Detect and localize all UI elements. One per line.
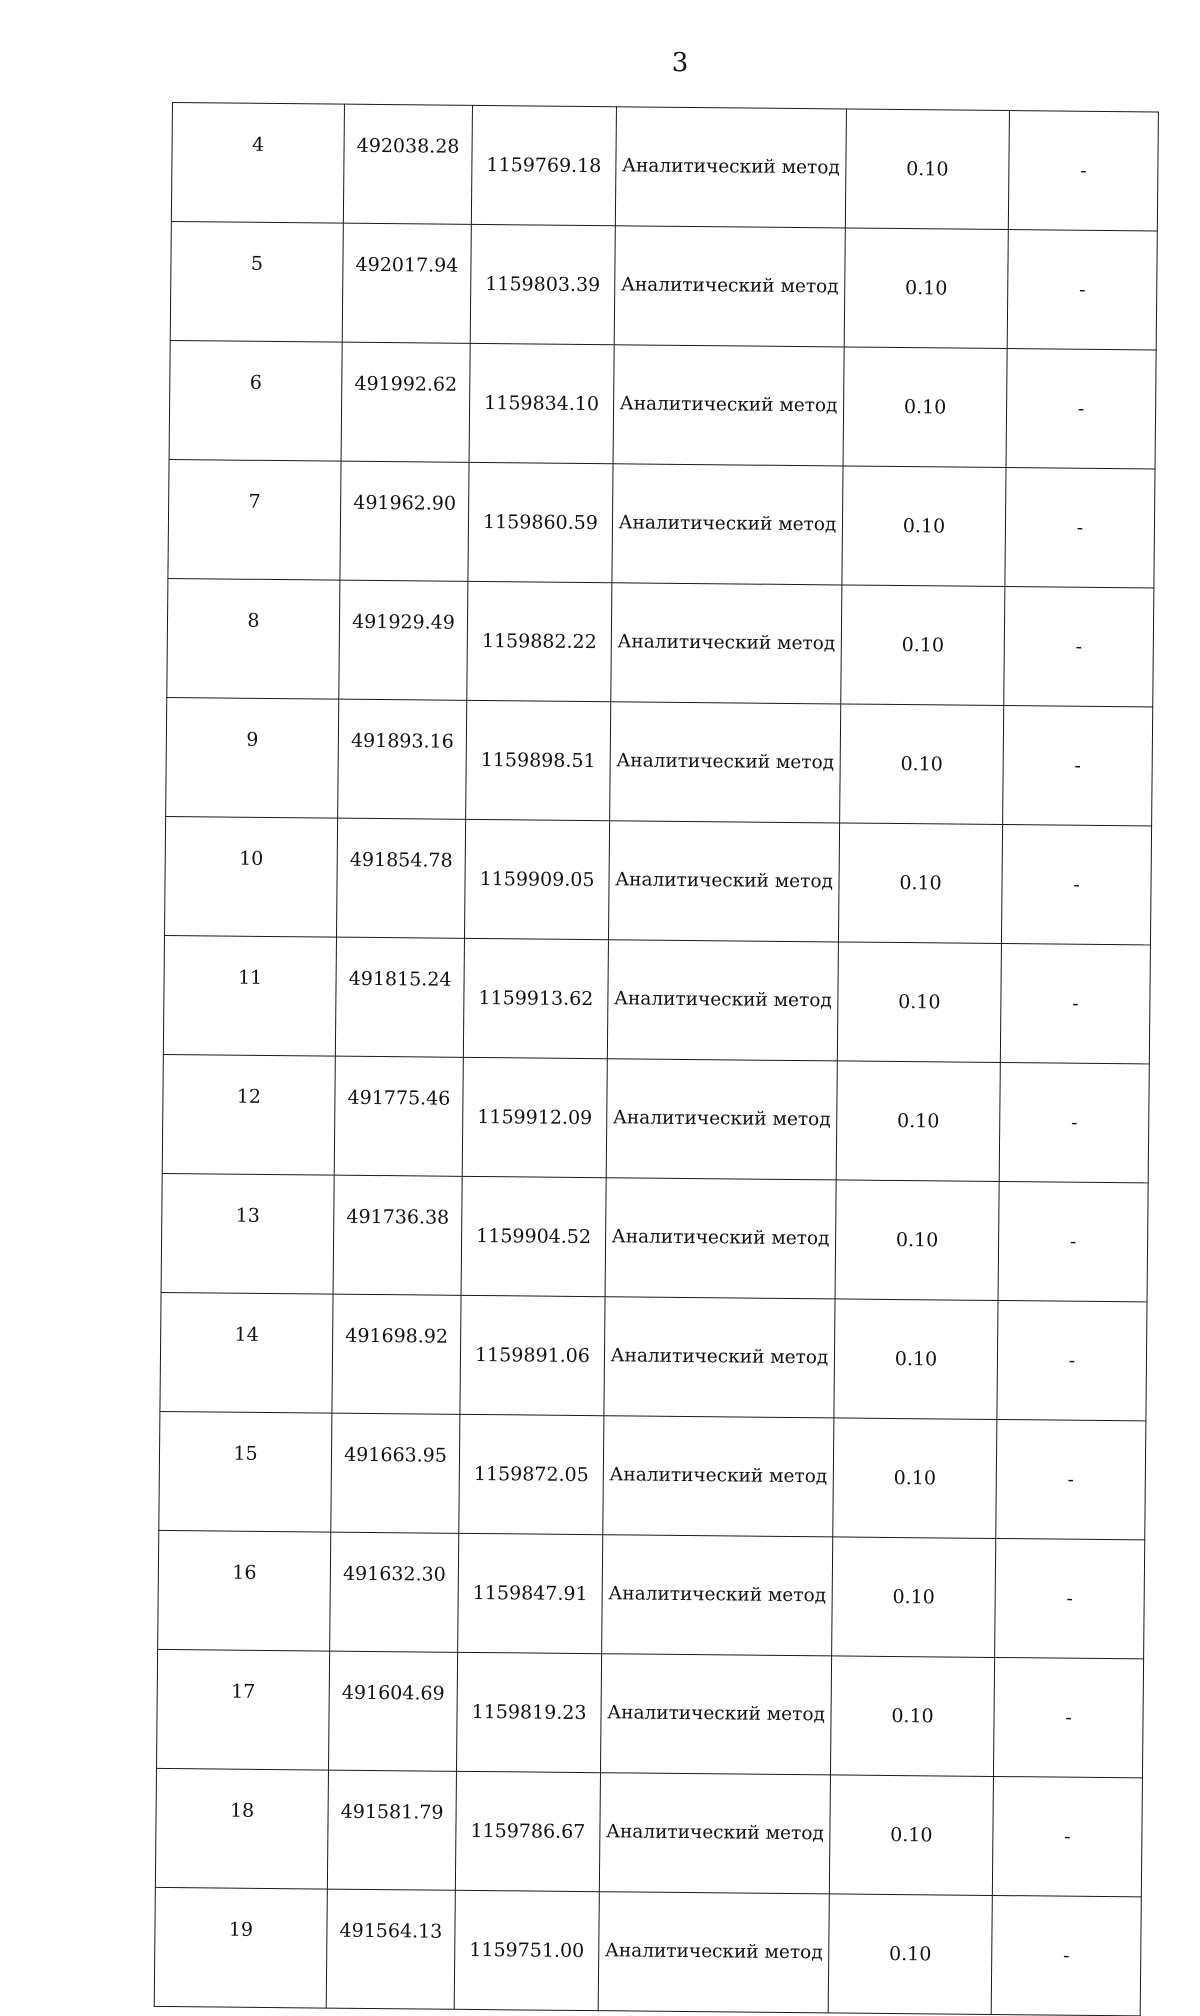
x-coordinate-cell: 491775.46 <box>334 1056 463 1176</box>
x-coordinate-cell: 492017.94 <box>342 223 471 343</box>
x-coordinate-cell: 491929.49 <box>339 580 468 700</box>
note-cell: - <box>992 1776 1142 1896</box>
accuracy-cell: 0.10 <box>830 1656 994 1777</box>
coordinates-table-wrapper <box>154 102 1158 2016</box>
accuracy-cell: 0.10 <box>833 1418 997 1539</box>
accuracy-cell: 0.10 <box>832 1537 996 1658</box>
note-cell: - <box>1008 111 1158 231</box>
method-cell: Аналитический метод <box>606 1059 837 1180</box>
table-row <box>154 1887 1141 2015</box>
y-coordinate-cell: 1159904.52 <box>461 1176 606 1296</box>
method-cell: Аналитический метод <box>613 345 844 466</box>
y-coordinate-cell: 1159898.51 <box>466 700 611 820</box>
note-cell: - <box>996 1419 1146 1539</box>
method-cell: Аналитический метод <box>603 1416 834 1537</box>
coordinates-table <box>154 102 1159 2016</box>
table-row <box>169 340 1156 468</box>
accuracy-cell: 0.10 <box>843 347 1007 468</box>
method-cell: Аналитический метод <box>614 226 845 347</box>
accuracy-cell: 0.10 <box>829 1775 993 1896</box>
note-cell: - <box>993 1657 1143 1777</box>
point-number-cell: 8 <box>167 578 340 699</box>
table-row <box>168 459 1155 587</box>
y-coordinate-cell: 1159891.06 <box>460 1295 605 1415</box>
y-coordinate-cell: 1159786.67 <box>455 1771 600 1891</box>
note-cell: - <box>999 1062 1149 1182</box>
y-coordinate-cell: 1159912.09 <box>462 1057 607 1177</box>
y-coordinate-cell: 1159751.00 <box>454 1890 599 2010</box>
note-cell: - <box>995 1538 1145 1658</box>
accuracy-cell: 0.10 <box>835 1180 999 1301</box>
accuracy-cell: 0.10 <box>841 585 1005 706</box>
point-number-cell: 15 <box>159 1411 332 1532</box>
table-row <box>164 816 1151 944</box>
x-coordinate-cell: 491581.79 <box>327 1770 456 1890</box>
y-coordinate-cell: 1159913.62 <box>463 938 608 1058</box>
y-coordinate-cell: 1159882.22 <box>467 581 612 701</box>
x-coordinate-cell: 491962.90 <box>340 461 469 581</box>
accuracy-cell: 0.10 <box>828 1894 992 2015</box>
method-cell: Аналитический метод <box>611 583 842 704</box>
table-row <box>161 1173 1148 1301</box>
table-row <box>166 697 1153 825</box>
note-cell: - <box>1001 825 1151 945</box>
y-coordinate-cell: 1159803.39 <box>470 224 615 344</box>
accuracy-cell: 0.10 <box>845 109 1009 230</box>
x-coordinate-cell: 491854.78 <box>336 818 465 938</box>
method-cell: Аналитический метод <box>605 1178 836 1299</box>
point-number-cell: 10 <box>164 816 337 937</box>
point-number-cell: 13 <box>161 1173 334 1294</box>
y-coordinate-cell: 1159834.10 <box>469 343 614 463</box>
method-cell: Аналитический метод <box>612 464 843 585</box>
y-coordinate-cell: 1159819.23 <box>456 1652 601 1772</box>
x-coordinate-cell: 491698.92 <box>332 1294 461 1414</box>
x-coordinate-cell: 491663.95 <box>331 1413 460 1533</box>
y-coordinate-cell: 1159847.91 <box>458 1533 603 1653</box>
y-coordinate-cell: 1159860.59 <box>468 462 613 582</box>
point-number-cell: 18 <box>155 1768 328 1889</box>
point-number-cell: 4 <box>171 103 344 224</box>
table-row <box>158 1530 1145 1658</box>
method-cell: Аналитический метод <box>608 821 839 942</box>
note-cell: - <box>1007 230 1157 350</box>
point-number-cell: 5 <box>170 221 343 342</box>
x-coordinate-cell: 491736.38 <box>333 1175 462 1295</box>
table-row <box>157 1649 1144 1777</box>
method-cell: Аналитический метод <box>604 1297 835 1418</box>
y-coordinate-cell: 1159872.05 <box>459 1414 604 1534</box>
note-cell: - <box>991 1895 1141 2015</box>
point-number-cell: 12 <box>162 1054 335 1175</box>
x-coordinate-cell: 491815.24 <box>335 937 464 1057</box>
point-number-cell: 19 <box>154 1887 327 2008</box>
accuracy-cell: 0.10 <box>837 942 1001 1063</box>
note-cell: - <box>1003 706 1153 826</box>
note-cell: - <box>1005 468 1155 588</box>
point-number-cell: 9 <box>166 697 339 818</box>
note-cell: - <box>1000 944 1150 1064</box>
point-number-cell: 14 <box>160 1292 333 1413</box>
x-coordinate-cell: 492038.28 <box>343 104 472 224</box>
method-cell: Аналитический метод <box>598 1892 829 2013</box>
accuracy-cell: 0.10 <box>834 1299 998 1420</box>
accuracy-cell: 0.10 <box>840 704 1004 825</box>
table-row <box>163 935 1150 1063</box>
x-coordinate-cell: 491632.30 <box>330 1532 459 1652</box>
x-coordinate-cell: 491604.69 <box>328 1651 457 1771</box>
point-number-cell: 17 <box>157 1649 330 1770</box>
point-number-cell: 11 <box>163 935 336 1056</box>
point-number-cell: 16 <box>158 1530 331 1651</box>
note-cell: - <box>997 1300 1147 1420</box>
y-coordinate-cell: 1159769.18 <box>471 105 616 225</box>
method-cell: Аналитический метод <box>610 702 841 823</box>
accuracy-cell: 0.10 <box>844 228 1008 349</box>
method-cell: Аналитический метод <box>607 940 838 1061</box>
accuracy-cell: 0.10 <box>842 466 1006 587</box>
method-cell: Аналитический метод <box>599 1773 830 1894</box>
accuracy-cell: 0.10 <box>836 1061 1000 1182</box>
point-number-cell: 7 <box>168 459 341 580</box>
table-row <box>167 578 1154 706</box>
table-row <box>170 221 1157 349</box>
point-number-cell: 6 <box>169 340 342 461</box>
page-number: 3 <box>671 48 689 78</box>
method-cell: Аналитический метод <box>600 1654 831 1775</box>
accuracy-cell: 0.10 <box>838 823 1002 944</box>
note-cell: - <box>1004 587 1154 707</box>
x-coordinate-cell: 491564.13 <box>326 1889 455 2009</box>
table-row <box>155 1768 1142 1896</box>
note-cell: - <box>1006 349 1156 469</box>
table-row <box>171 103 1158 231</box>
method-cell: Аналитический метод <box>602 1535 833 1656</box>
x-coordinate-cell: 491893.16 <box>338 699 467 819</box>
x-coordinate-cell: 491992.62 <box>341 342 470 462</box>
y-coordinate-cell: 1159909.05 <box>464 819 609 939</box>
coordinates-table-body <box>154 103 1158 2016</box>
table-row <box>159 1411 1146 1539</box>
table-row <box>162 1054 1149 1182</box>
note-cell: - <box>998 1181 1148 1301</box>
method-cell: Аналитический метод <box>615 107 846 228</box>
table-row <box>160 1292 1147 1420</box>
